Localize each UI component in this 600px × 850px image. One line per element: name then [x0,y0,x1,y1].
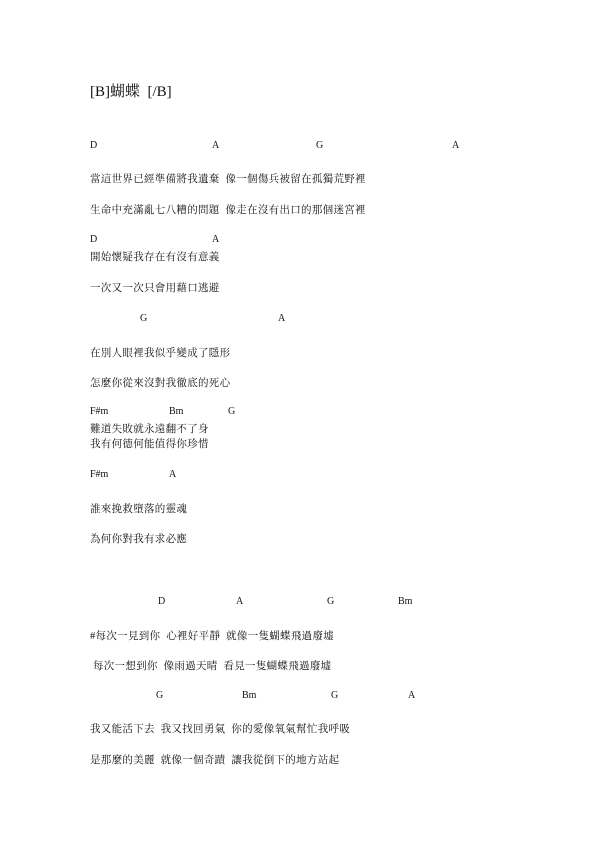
chord: Bm [169,406,184,417]
lyric-line: 為何你對我有求必應 [90,534,188,545]
chord: A [212,234,220,245]
chord: G [156,690,164,701]
chord: F#m [90,406,109,417]
lyric-line: 我有何德何能值得你珍惜 [90,439,209,450]
chord: G [327,596,335,607]
chord: D [90,140,98,151]
chord: A [452,140,460,151]
lyric-line: 生命中充滿亂七八糟的問題 像走在沒有出口的那個迷宮裡 [90,205,366,216]
lyric-line: 是那麼的美麗 就像一個奇蹟 讓我從倒下的地方站起 [90,755,340,766]
lyric-line: #每次一見到你 心裡好平靜 就像一隻蝴蝶飛過廢墟 [90,631,335,642]
chord: A [278,313,286,324]
lyric-line: 每次一想到你 像雨過天晴 看見一隻蝴蝶飛過廢墟 [90,661,332,672]
chord: G [316,140,324,151]
lyric-line: 一次又一次只會用藉口逃避 [90,283,220,294]
lyric-line: 難道失敗就永遠翻不了身 [90,424,209,435]
lyric-line: 怎麼你從來沒對我徹底的死心 [90,378,231,389]
chord: Bm [242,690,257,701]
lyric-line: 開始懷疑我存在有沒有意義 [90,252,220,263]
lyric-line: 在別人眼裡我似乎變成了隱形 [90,348,231,359]
chord: G [331,690,339,701]
lyric-line: 當這世界已經準備將我遺棄 像一個傷兵被留在孤獨荒野裡 [90,174,366,185]
lyric-line: 誰來挽救墮落的靈魂 [90,504,188,515]
chord: A [169,469,177,480]
chord: Bm [398,596,413,607]
chord: G [140,313,148,324]
chord: A [408,690,416,701]
chord: D [158,596,166,607]
chord: F#m [90,469,109,480]
lyric-line: 我又能活下去 我又找回勇氣 你的愛像氧氣幫忙我呼吸 [90,724,351,735]
chord: A [212,140,220,151]
song-title: [B]蝴蝶 [/B] [90,84,172,100]
chord: D [90,234,98,245]
chord: G [228,406,236,417]
chord: A [236,596,244,607]
